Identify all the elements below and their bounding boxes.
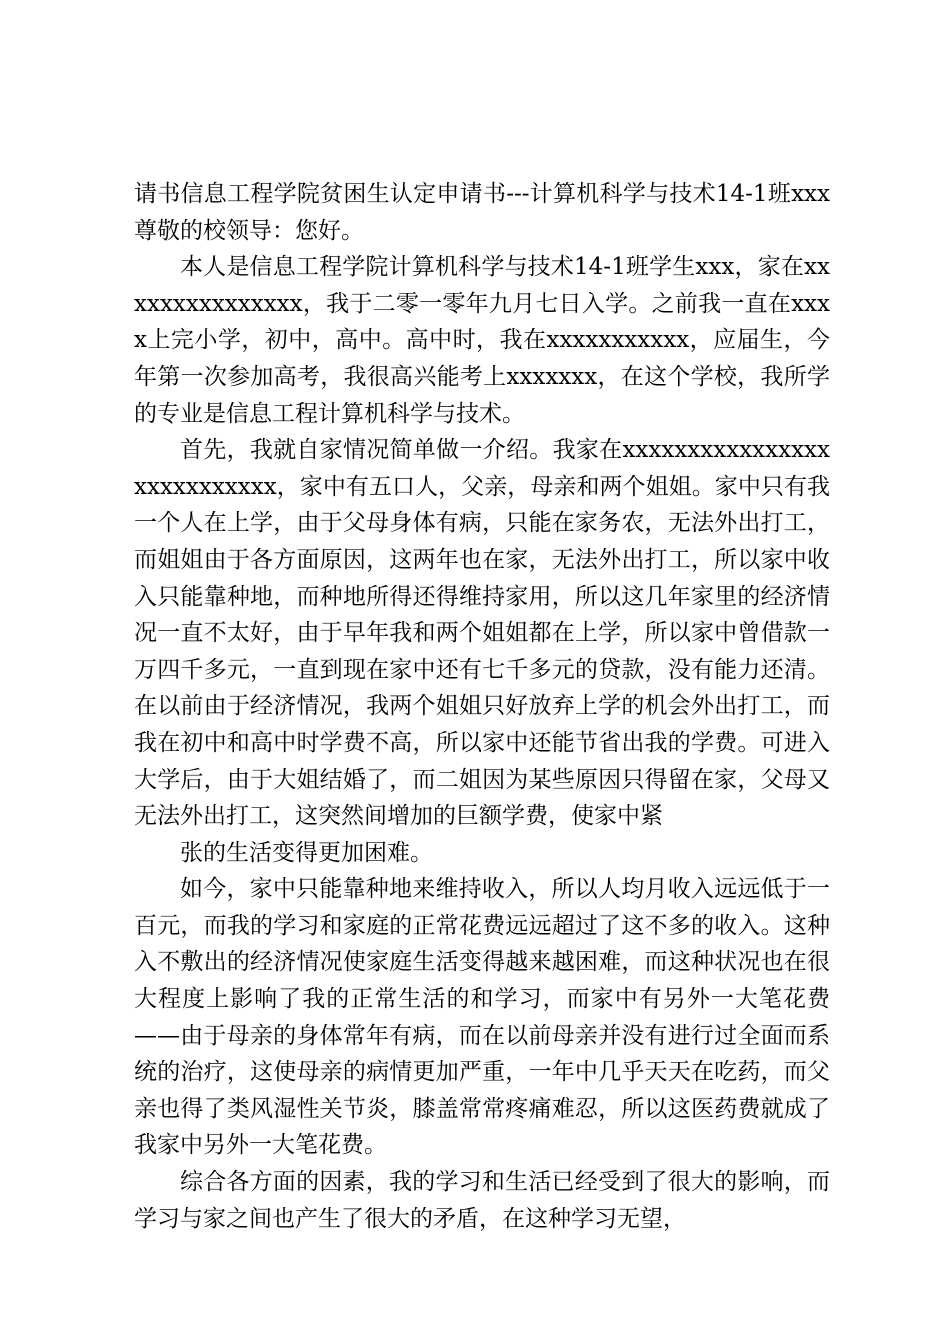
paragraph-conclusion: 综合各方面的因素，我的学习和生活已经受到了很大的影响，而学习与家之间也产生了很大的矛盾，在这种学习无望， [134,1169,830,1232]
paragraph-continuation: 张的生活变得更加困难。 [180,839,433,866]
document-body [134,176,830,1237]
paragraph-family-situation: 首先，我就自家情况简单做一介绍。我家在xxxxxxxxxxxxxxxxxxxxxxxxxxx，家中有五口人，父亲，母亲和两个姐姐。家中只有我一个人在上学，由于父母身体有病，只能在家务农，无法外出打工，而姐姐由于各方面原因，这两年也在家，无法外出打工，所以家中收入只能靠种地，而种地所得还得维持家用，所以这几年家里的经济情况一直不太好，由于早年我和两个姐姐都在上学，所以家中曾借款一万四千多元，一直到现在家中还有七千多元的贷款，没有能力还清。在以前由于经济情况，我两个姐姐只好放弃上学的机会外出打工，而我在初中和高中时学费不高，所以家中还能节省出我的学费。可进入大学后，由于大姐结婚了，而二姐因为某些原因只得留在家，父母又无法外出打工，这突然间增加的巨额学费，使家中紧 [134,437,830,830]
paragraph-heading: 请书信息工程学院贫困生认定申请书---计算机科学与技术14-1班xxx尊敬的校领导：您好。 [134,181,830,244]
paragraph-introduction: 本人是信息工程学院计算机科学与技术14-1班学生xxx，家在xxxxxxxxxxxxxxx，我于二零一零年九月七日入学。之前我一直在xxxx上完小学，初中，高中。高中时，我在xxxxxxxxxxx，应届生，今年第一次参加高考，我很高兴能考上xxxxxxx，在这个学校，我所学的专业是信息工程计算机科学与技术。 [134,254,830,427]
paragraph-income: 如今，家中只能靠种地来维持收入，所以人均月收入远远低于一百元，而我的学习和家庭的正常花费远远超过了这不多的收入。这种入不敷出的经济情况使家庭生活变得越来越困难，而这种状况也在很大程度上影响了我的正常生活的和学习，而家中有另外一大笔花费——由于母亲的身体常年有病，而在以前母亲并没有进行过全面而系统的治疗，这使母亲的病情更加严重，一年中几乎天天在吃药，而父亲也得了类风湿性关节炎，膝盖常常疼痛难忍，所以这医药费就成了我家中另外一大笔花费。 [134,876,830,1159]
